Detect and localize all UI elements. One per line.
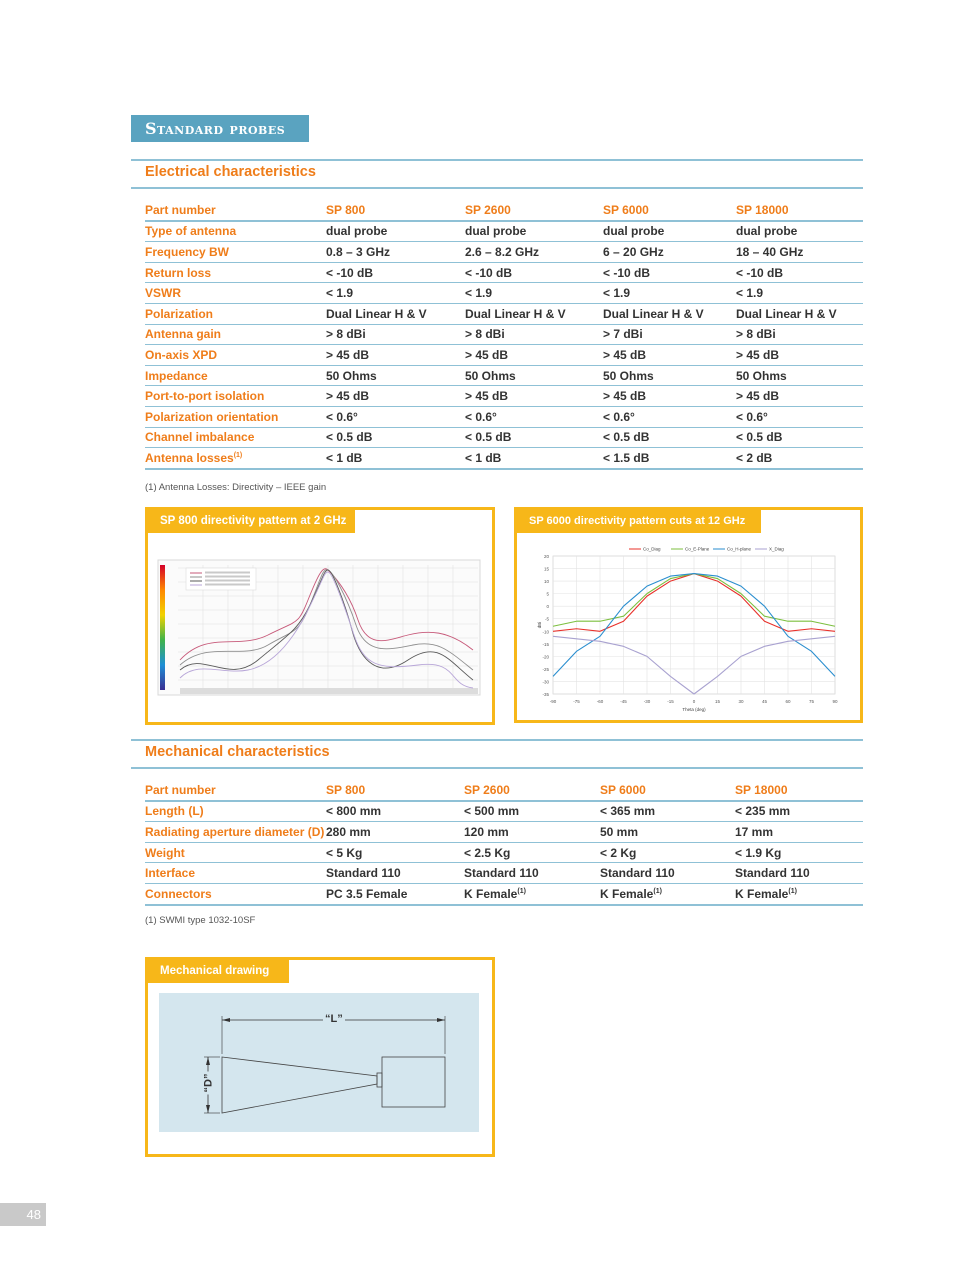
probe-drawing xyxy=(148,960,492,1154)
mechanical-table xyxy=(145,780,863,906)
table-cell: SP 6000 xyxy=(600,780,735,801)
table-cell: 50 Ohms xyxy=(736,365,863,386)
table-cell: 50 Ohms xyxy=(465,365,603,386)
table-cell: < 0.6° xyxy=(465,406,603,427)
sp800-chart-panel xyxy=(145,507,495,725)
table-cell: < 0.6° xyxy=(736,406,863,427)
table-cell: > 45 dB xyxy=(465,345,603,366)
electrical-footnote: (1) Antenna Losses: Directivity – IEEE gain xyxy=(145,482,327,493)
table-cell: dual probe xyxy=(736,221,863,242)
table-cell: 50 mm xyxy=(600,822,735,843)
y-tick-label: -20 xyxy=(542,654,549,660)
table-cell: 120 mm xyxy=(464,822,600,843)
table-row xyxy=(145,242,863,263)
mechanical-header xyxy=(131,739,863,769)
table-cell: dual probe xyxy=(603,221,736,242)
x-axis-label: Theta (deg) xyxy=(682,707,706,712)
x-tick-label: -90 xyxy=(549,699,557,704)
table-cell: Dual Linear H & V xyxy=(603,303,736,324)
table-row xyxy=(145,863,863,884)
table-cell: dual probe xyxy=(326,221,465,242)
x-tick-label: -45 xyxy=(620,699,627,704)
table-row xyxy=(145,822,863,843)
row-label: Antenna gain xyxy=(145,324,326,345)
table-cell: < -10 dB xyxy=(465,262,603,283)
table-cell: 18 – 40 GHz xyxy=(736,242,863,263)
y-tick-label: 5 xyxy=(546,591,549,597)
table-cell: Dual Linear H & V xyxy=(465,303,603,324)
table-cell: < 1.9 xyxy=(465,283,603,304)
table-cell: > 45 dB xyxy=(326,345,465,366)
table-cell: < 0.5 dB xyxy=(736,427,863,448)
table-cell: < 1.9 xyxy=(326,283,465,304)
color-scale-bar xyxy=(160,565,165,690)
x-tick-label: 0 xyxy=(692,699,696,704)
table-cell: < 1.5 dB xyxy=(603,448,736,469)
table-row xyxy=(145,303,863,324)
table-cell: > 8 dBi xyxy=(326,324,465,345)
table-cell: PC 3.5 Female xyxy=(326,883,464,904)
y-tick-label: -35 xyxy=(542,692,549,697)
table-cell: > 45 dB xyxy=(736,345,863,366)
table-cell: 2.6 – 8.2 GHz xyxy=(465,242,603,263)
mechanical-drawing-panel xyxy=(145,957,495,1157)
x-tick-label: -15 xyxy=(667,699,674,704)
table-row xyxy=(145,365,863,386)
table-header-row xyxy=(145,780,863,801)
table-cell: < 1 dB xyxy=(465,448,603,469)
table-cell: < 0.5 dB xyxy=(603,427,736,448)
row-label: Type of antenna xyxy=(145,221,326,242)
table-cell: < -10 dB xyxy=(603,262,736,283)
legend-label: X_Diag xyxy=(769,546,784,552)
row-label: Part number xyxy=(145,780,326,801)
table-cell: SP 18000 xyxy=(736,200,863,221)
table-cell: Dual Linear H & V xyxy=(736,303,863,324)
table-cell: < 1.9 Kg xyxy=(735,842,863,863)
electrical-title: Electrical characteristics xyxy=(145,164,316,180)
table-cell: > 45 dB xyxy=(603,345,736,366)
row-label: Weight xyxy=(145,842,326,863)
table-cell: < 2.5 Kg xyxy=(464,842,600,863)
table-row xyxy=(145,324,863,345)
x-tick-label: 75 xyxy=(808,699,815,704)
table-cell: < 365 mm xyxy=(600,801,735,822)
table-cell: Standard 110 xyxy=(326,863,464,884)
table-cell: 6 – 20 GHz xyxy=(603,242,736,263)
mechanical-drawing-title: Mechanical drawing xyxy=(148,960,289,983)
mechanical-title: Mechanical characteristics xyxy=(145,744,330,760)
row-label: Interface xyxy=(145,863,326,884)
row-label: Polarization xyxy=(145,303,326,324)
table-cell: Standard 110 xyxy=(464,863,600,884)
sp6000-chart xyxy=(517,510,860,720)
table-cell: SP 6000 xyxy=(603,200,736,221)
electrical-table xyxy=(145,200,863,470)
table-cell: dual probe xyxy=(465,221,603,242)
table-cell: K Female$^{(1)}$ xyxy=(464,883,600,904)
row-label: Impedance xyxy=(145,365,326,386)
table-cell: < 235 mm xyxy=(735,801,863,822)
table-cell: < 5 Kg xyxy=(326,842,464,863)
table-row xyxy=(145,448,863,469)
table-cell: < 0.5 dB xyxy=(465,427,603,448)
row-label: Connectors xyxy=(145,883,326,904)
x-tick-label: 30 xyxy=(738,699,744,704)
table-cell: SP 800 xyxy=(326,200,465,221)
table-cell: < 800 mm xyxy=(326,801,464,822)
row-label: Length (L) xyxy=(145,801,326,822)
table-row xyxy=(145,221,863,242)
x-tick-label: 60 xyxy=(785,699,791,704)
table-cell: 0.8 – 3 GHz xyxy=(326,242,465,263)
table-cell: < 0.6° xyxy=(603,406,736,427)
sp800-chart-title: SP 800 directivity pattern at 2 GHz xyxy=(148,510,355,533)
y-tick-label: 15 xyxy=(543,566,549,572)
row-label: Radiating aperture diameter (D) xyxy=(145,822,326,843)
table-cell: 280 mm xyxy=(326,822,464,843)
table-cell: SP 2600 xyxy=(464,780,600,801)
table-cell: < 1.9 xyxy=(736,283,863,304)
table-cell: < 2 Kg xyxy=(600,842,735,863)
table-cell: SP 2600 xyxy=(465,200,603,221)
x-tick-label: -30 xyxy=(643,699,651,704)
table-cell: 50 Ohms xyxy=(326,365,465,386)
table-cell: K Female$^{(1)}$ xyxy=(600,883,735,904)
mechanical-footnote: (1) SWMI type 1032-10SF xyxy=(145,915,256,926)
table-row xyxy=(145,345,863,366)
table-cell: < 500 mm xyxy=(464,801,600,822)
row-label: On-axis XPD xyxy=(145,345,326,366)
y-tick-label: -10 xyxy=(542,629,549,635)
table-row xyxy=(145,801,863,822)
table-row xyxy=(145,406,863,427)
x-tick-label: 90 xyxy=(832,699,838,704)
length-label: “L” xyxy=(325,1013,343,1025)
table-cell: < 1 dB xyxy=(326,448,465,469)
y-tick-label: -15 xyxy=(542,641,549,647)
x-tick-label: 15 xyxy=(714,699,721,704)
table-cell: Dual Linear H & V xyxy=(326,303,465,324)
table-cell: K Female$^{(1)}$ xyxy=(735,883,863,904)
table-cell: < -10 dB xyxy=(736,262,863,283)
table-cell: SP 800 xyxy=(326,780,464,801)
table-row xyxy=(145,427,863,448)
table-cell: > 8 dBi xyxy=(465,324,603,345)
y-axis-label: dBi xyxy=(537,621,542,629)
y-tick-label: -5 xyxy=(544,616,549,622)
legend-label: Co_H-plane xyxy=(727,546,752,552)
table-cell: < 0.6° xyxy=(326,406,465,427)
diameter-label: “D” xyxy=(202,1073,215,1093)
y-tick-label: -25 xyxy=(542,666,549,672)
electrical-header xyxy=(131,159,863,189)
table-row xyxy=(145,283,863,304)
table-cell: < 2 dB xyxy=(736,448,863,469)
row-label: Antenna losses$^{(1)}$ xyxy=(145,448,326,469)
table-cell: < 1.9 xyxy=(603,283,736,304)
table-header-row xyxy=(145,200,863,221)
table-row xyxy=(145,262,863,283)
table-cell: > 45 dB xyxy=(603,386,736,407)
y-tick-label: -30 xyxy=(542,679,549,685)
table-cell: Standard 110 xyxy=(600,863,735,884)
table-cell: > 45 dB xyxy=(465,386,603,407)
table-row xyxy=(145,386,863,407)
table-cell: < -10 dB xyxy=(326,262,465,283)
legend-label: Co_E-Plane xyxy=(685,546,710,552)
sp6000-chart-panel xyxy=(514,507,863,723)
row-label: Port-to-port isolation xyxy=(145,386,326,407)
page-number: 48 xyxy=(0,1203,46,1226)
table-cell: > 7 dBi xyxy=(603,324,736,345)
section-title: Standard probes xyxy=(131,115,309,142)
row-label: Channel imbalance xyxy=(145,427,326,448)
x-tick-label: -75 xyxy=(573,699,580,704)
x-tick-label: -60 xyxy=(596,699,604,704)
table-cell: > 45 dB xyxy=(326,386,465,407)
table-row xyxy=(145,883,863,904)
legend-label: Co_Diag xyxy=(643,546,661,552)
row-label: Frequency BW xyxy=(145,242,326,263)
row-label: Part number xyxy=(145,200,326,221)
sp6000-chart-title: SP 6000 directivity pattern cuts at 12 GHz xyxy=(517,510,761,533)
table-cell: > 8 dBi xyxy=(736,324,863,345)
table-cell: < 0.5 dB xyxy=(326,427,465,448)
row-label: Return loss xyxy=(145,262,326,283)
table-cell: SP 18000 xyxy=(735,780,863,801)
table-cell: Standard 110 xyxy=(735,863,863,884)
y-tick-label: 20 xyxy=(543,554,549,559)
table-cell: > 45 dB xyxy=(736,386,863,407)
row-label: VSWR xyxy=(145,283,326,304)
y-tick-label: 10 xyxy=(543,579,549,585)
table-cell: 17 mm xyxy=(735,822,863,843)
table-row xyxy=(145,842,863,863)
table-cell: 50 Ohms xyxy=(603,365,736,386)
y-tick-label: 0 xyxy=(546,604,549,610)
row-label: Polarization orientation xyxy=(145,406,326,427)
sp800-chart xyxy=(148,510,492,722)
x-tick-label: 45 xyxy=(761,699,768,704)
